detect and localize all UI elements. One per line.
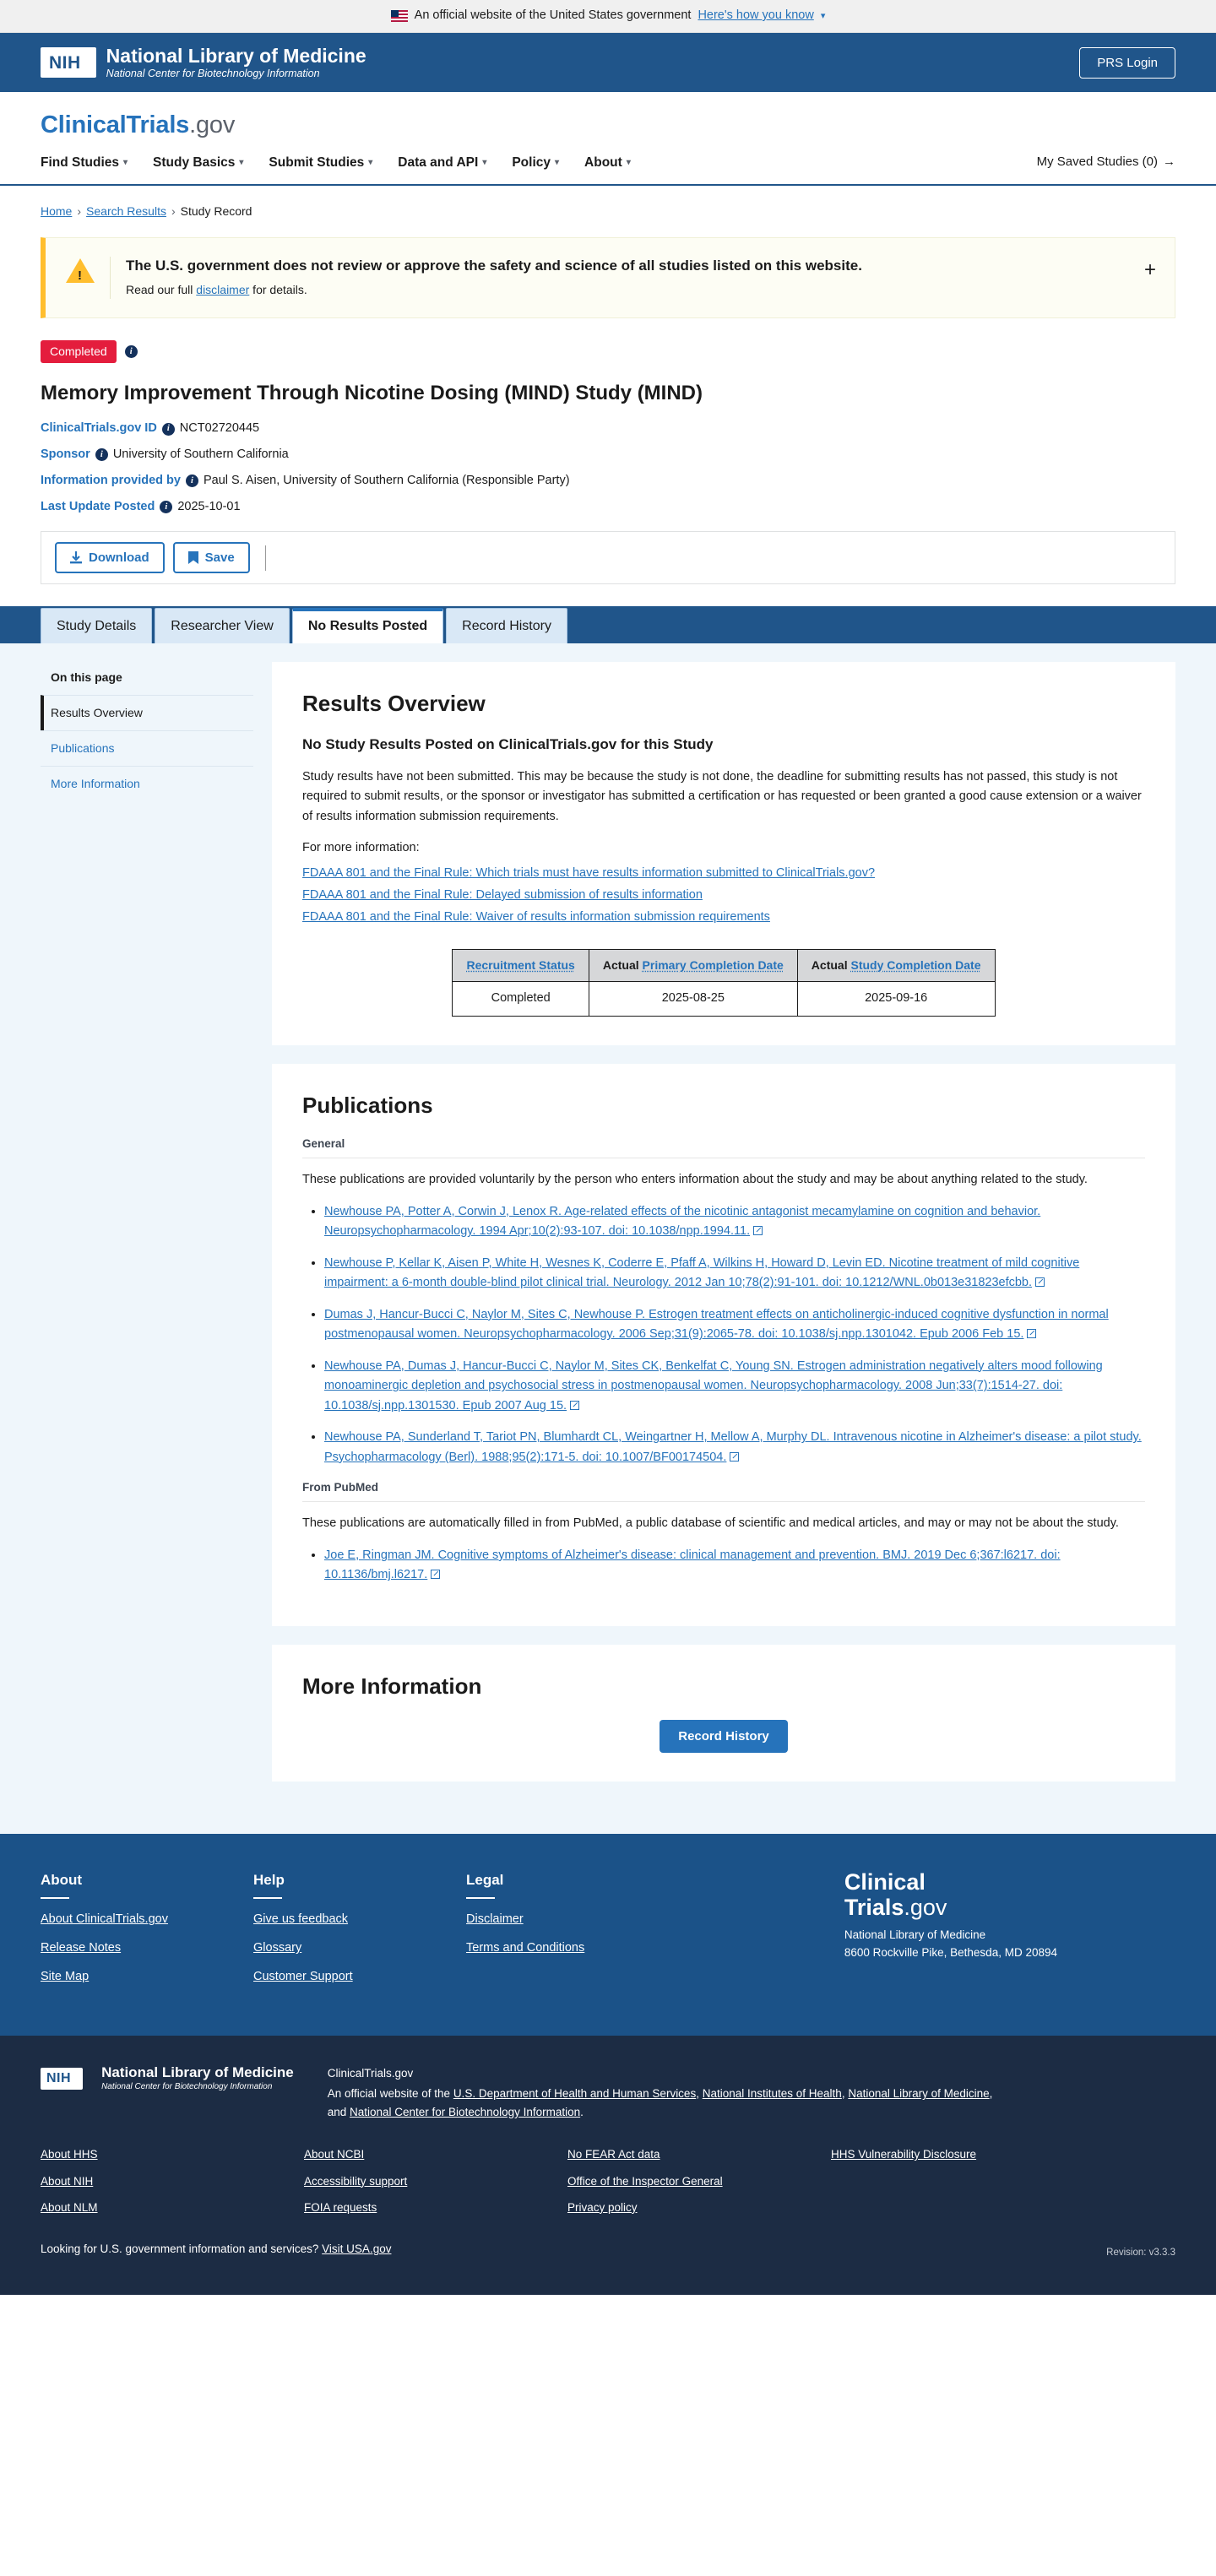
footer-link-nih[interactable]: National Institutes of Health	[702, 2087, 842, 2101]
footer-link-foia-requests[interactable]: FOIA requests	[304, 2200, 377, 2214]
chevron-down-icon: ▾	[482, 158, 487, 168]
footer-link-customer-support[interactable]: Customer Support	[253, 1969, 353, 1983]
chevron-down-icon: ▾	[239, 158, 244, 168]
nav-label: Submit Studies	[269, 155, 365, 170]
pubmed-publication-list	[302, 1546, 1145, 1586]
on-this-page-title: On this page	[51, 670, 122, 685]
breadcrumb-separator: ›	[77, 204, 82, 219]
bookmark-icon	[188, 551, 198, 564]
meta-label: Last Update Posted	[41, 499, 155, 513]
nih-header	[0, 33, 1216, 93]
chevron-down-icon[interactable]: ▾	[820, 10, 826, 21]
results-status-table-wrap	[302, 949, 1145, 1017]
breadcrumb-search-results[interactable]: Search Results	[86, 204, 166, 219]
footer-column-help	[253, 1869, 466, 1997]
disclaimer-link[interactable]: disclaimer	[196, 283, 250, 297]
footer-link-terms-and-conditions[interactable]: Terms and Conditions	[466, 1941, 585, 1955]
nih-logo-mark: NIH	[41, 47, 96, 78]
more-information-heading: More Information	[302, 1673, 482, 1699]
column-recruitment-status	[453, 950, 589, 982]
footer-brand-main: Clinical	[844, 1868, 926, 1895]
save-button[interactable]	[173, 542, 250, 573]
results-overview-heading: Results Overview	[302, 691, 486, 717]
column-primary-completion-date	[589, 950, 797, 982]
and-word: and	[327, 2105, 350, 2118]
us-flag-icon	[391, 10, 408, 22]
footer-link-nlm[interactable]: National Library of Medicine	[848, 2087, 990, 2101]
my-saved-studies-link[interactable]	[1037, 153, 1175, 172]
nav-item-policy[interactable]	[512, 153, 559, 172]
nav-label: Study Basics	[153, 155, 236, 170]
tab-bar	[0, 606, 1216, 643]
external-link-icon	[1035, 1277, 1045, 1287]
footer-link-no-fear-act-data[interactable]: No FEAR Act data	[567, 2148, 660, 2161]
cell-study-completion-date: 2025-09-16	[797, 982, 995, 1017]
footer-brand	[844, 1869, 1175, 1997]
official-prefix: An official website of the	[327, 2087, 453, 2101]
footer-nih-line1: National Library of Medicine	[101, 2064, 294, 2080]
meta-label: Sponsor	[41, 447, 90, 462]
status-badge: Completed	[41, 340, 117, 363]
primary-completion-date-link[interactable]: Primary Completion Date	[642, 958, 784, 973]
footer-brand-suffix: .gov	[904, 1895, 947, 1921]
list-item	[324, 1357, 1145, 1416]
footer-org: National Library of Medicine	[844, 1928, 986, 1942]
nav-label: Find Studies	[41, 155, 119, 170]
footer-link-site-map[interactable]: Site Map	[41, 1969, 90, 1983]
publication-link[interactable]: Newhouse PA, Potter A, Corwin J, Lenox R. Age-related effects of the nicotinic antagonist mecamylamine on cognition and behavior. Neuropsychopharmacology. 1994 Apr;10(2):93-107. doi: 10.1038/npp.1994.11.	[324, 1204, 1041, 1239]
results-status-table	[452, 949, 995, 1017]
footer-column-title: About	[41, 1871, 83, 1888]
expand-alert-button[interactable]: +	[1143, 258, 1156, 282]
publications-section	[272, 1064, 1175, 1626]
main-content	[272, 662, 1175, 1800]
divider	[302, 1501, 1145, 1502]
footer-bottom-column-1	[41, 2146, 304, 2226]
publication-link[interactable]: Joe E, Ringman JM. Cognitive symptoms of Alzheimer's disease: clinical management and prevention. BMJ. 2019 Dec 6;367:l6217. doi: 10.1136/bmj.l6217.	[324, 1548, 1061, 1582]
usa-prefix: Looking for U.S. government information and services?	[41, 2242, 323, 2256]
footer-bottom-column-4	[831, 2146, 1094, 2226]
footer-link-about-nlm[interactable]: About NLM	[41, 2200, 98, 2214]
footer-bottom	[0, 2036, 1216, 2295]
footer-link-hhs-vulnerability-disclosure[interactable]: HHS Vulnerability Disclosure	[831, 2148, 977, 2161]
footer-column-about	[41, 1869, 253, 1997]
footer-official-text	[328, 2064, 1003, 2122]
external-link-icon	[570, 1401, 579, 1410]
divider	[41, 1897, 69, 1899]
brand-main: ClinicalTrials	[41, 111, 190, 139]
chevron-down-icon: ▾	[123, 158, 128, 168]
footer-link-accessibility-support[interactable]: Accessibility support	[304, 2174, 408, 2188]
breadcrumb	[0, 186, 1216, 232]
brand-suffix: .gov	[189, 111, 236, 139]
sep: ,	[696, 2087, 703, 2101]
main-navigation	[41, 153, 631, 172]
footer-brand-line2	[844, 1895, 1057, 1920]
sep: ,	[841, 2087, 849, 2101]
publications-heading: Publications	[302, 1093, 433, 1119]
footer-column-legal	[466, 1869, 679, 1997]
actual-prefix: Actual	[602, 958, 639, 973]
meta-label: ClinicalTrials.gov ID	[41, 421, 157, 436]
no-results-subheading: No Study Results Posted on ClinicalTrials.gov for this Study	[302, 736, 714, 753]
fdaaa-link-waiver[interactable]: FDAAA 801 and the Final Rule: Waiver of results information submission requirements	[302, 910, 770, 925]
nav-label: About	[584, 155, 622, 170]
prs-login-button[interactable]: PRS Login	[1079, 47, 1175, 79]
footer-link-ncbi[interactable]: National Center for Biotechnology Information	[350, 2105, 581, 2118]
footer-bottom-links	[41, 2146, 1175, 2226]
info-icon[interactable]: i	[160, 501, 172, 513]
nav-label: Policy	[512, 155, 551, 170]
meta-value: 2025-10-01	[177, 499, 241, 513]
footer-link-office-inspector-general[interactable]: Office of the Inspector General	[567, 2174, 723, 2188]
footer-link-hhs[interactable]: U.S. Department of Health and Human Services	[453, 2087, 697, 2101]
list-item	[324, 1202, 1145, 1242]
meta-row-information-provided-by	[41, 472, 1175, 491]
footer-link-privacy-policy[interactable]: Privacy policy	[567, 2200, 638, 2214]
footer-nih-logo[interactable]	[41, 2064, 294, 2094]
footer-column-title: Legal	[466, 1871, 504, 1888]
nih-title-line1: National Library of Medicine	[106, 44, 366, 67]
study-header	[0, 318, 1216, 516]
divider	[110, 257, 111, 299]
list-item	[324, 1305, 1145, 1345]
footer-brand-line1	[844, 1869, 1057, 1895]
study-completion-date-link[interactable]: Study Completion Date	[850, 958, 981, 973]
meta-value: NCT02720445	[179, 421, 260, 436]
sep: ,	[989, 2087, 993, 2101]
meta-value: Paul S. Aisen, University of Southern California (Responsible Party)	[203, 473, 570, 487]
nih-logo[interactable]	[41, 45, 366, 81]
external-link-icon	[431, 1570, 440, 1579]
on-this-page-nav	[41, 662, 253, 801]
fdaaa-link-delayed-submission[interactable]: FDAAA 801 and the Final Rule: Delayed submission of results information	[302, 887, 703, 902]
tab-record-history[interactable]: Record History	[446, 608, 567, 643]
footer-link-about-clinicaltrials[interactable]: About ClinicalTrials.gov	[41, 1912, 168, 1927]
footer-link-glossary[interactable]: Glossary	[253, 1941, 302, 1955]
footer-nih-line2: National Center for Biotechnology Information	[101, 2082, 273, 2092]
site-brand[interactable]	[0, 92, 1216, 153]
divider	[466, 1897, 495, 1899]
info-icon[interactable]: i	[125, 345, 138, 358]
period: .	[580, 2105, 584, 2118]
footer-site-name: ClinicalTrials.gov	[327, 2066, 414, 2080]
sidebar-item-publications[interactable]: Publications	[41, 730, 253, 766]
pubmed-group-label: From PubMed	[302, 1481, 378, 1494]
saved-studies-label: My Saved Studies (0)	[1036, 155, 1158, 170]
external-link-icon	[1027, 1329, 1036, 1338]
nav-item-data-and-api[interactable]	[398, 153, 486, 172]
sidebar-item-more-information[interactable]: More Information	[41, 766, 253, 801]
cell-primary-completion-date: 2025-08-25	[589, 982, 797, 1017]
publication-link[interactable]: Newhouse PA, Dumas J, Hancur-Bucci C, Naylor M, Sites CK, Benkelfat C, Young SN. Estrogen administration negatively alters mood following monoaminergic depletion and psychosocial stress in postmenopausal women. Neuropsychopharmacology. 2008 Jun;33(7):1514-27. doi: 10.1038/sj.npp.1301530. Epub 2007 Aug 15.	[324, 1359, 1103, 1413]
alert-subtext	[126, 281, 1158, 299]
table-header-row	[453, 950, 995, 982]
general-group-label: General	[302, 1137, 345, 1151]
nih-title-line2: National Center for Biotechnology Information	[106, 68, 320, 80]
meta-row-sponsor	[41, 446, 1175, 464]
page-body	[0, 643, 1216, 1834]
gov-banner	[0, 0, 1216, 33]
publication-link[interactable]: Newhouse P, Kellar K, Aisen P, White H, Wesnes K, Coderre E, Pfaff A, Wilkins H, Howard D, Levin ED. Nicotine treatment of mild cognitive impairment: a 6-month double-blind pilot clinical trial. Neurology. 2012 Jan 10;78(2):91-101. doi: 10.1212/WNL.0b013e31823efcbb.	[324, 1255, 1080, 1290]
tab-researcher-view[interactable]: Researcher View	[155, 608, 290, 643]
column-study-completion-date	[797, 950, 995, 982]
chevron-down-icon: ▾	[368, 158, 373, 168]
footer-bottom-column-2	[304, 2146, 567, 2226]
chevron-down-icon: ▾	[555, 158, 560, 168]
download-label: Download	[89, 550, 149, 566]
results-overview-section	[272, 662, 1175, 1045]
warning-icon	[66, 258, 95, 283]
action-bar	[41, 531, 1175, 584]
fdaaa-link-list	[302, 864, 1145, 928]
meta-label: Information provided by	[41, 473, 181, 487]
publication-link[interactable]: Newhouse PA, Sunderland T, Tariot PN, Blumhardt CL, Weingartner H, Mellow A, Murphy DL. Intravenous nicotine in Alzheimer's disease: a pilot study. Psychopharmacology (Berl). 1988;95(2):171-5. doi: 10.1007/BF00174504.	[324, 1430, 1142, 1464]
gov-banner-text: An official website of the United States government	[414, 8, 692, 22]
chevron-down-icon: ▾	[626, 158, 631, 168]
arrow-right-icon: →	[1163, 155, 1175, 170]
pubmed-intro: These publications are automatically filled in from PubMed, a public database of scientific and medical articles, and may or may not be about the study.	[302, 1516, 1119, 1531]
footer-link-about-nih[interactable]: About NIH	[41, 2174, 94, 2188]
general-intro: These publications are provided voluntarily by the person who enters information about the study and may be about anything related to the study.	[302, 1173, 1088, 1187]
more-information-section	[272, 1645, 1175, 1782]
nih-logo-mark: NIH	[41, 2068, 83, 2090]
meta-row-id	[41, 420, 1175, 438]
info-icon[interactable]: i	[186, 475, 198, 487]
actual-prefix: Actual	[811, 958, 848, 973]
footer-bottom-column-3	[567, 2146, 831, 2226]
footer-top	[0, 1834, 1216, 2036]
download-icon	[70, 551, 82, 564]
divider	[253, 1897, 282, 1899]
nav-item-submit-studies[interactable]	[269, 153, 372, 172]
alert-sub-suffix: for details.	[249, 283, 307, 297]
footer-link-about-hhs[interactable]: About HHS	[41, 2148, 98, 2161]
table-row	[453, 982, 995, 1017]
divider	[265, 545, 266, 571]
list-item	[324, 1428, 1145, 1467]
info-icon[interactable]: i	[162, 423, 175, 436]
fdaaa-link-which-trials[interactable]: FDAAA 801 and the Final Rule: Which trials must have results information submitted to ClinicalTrials.gov?	[302, 865, 876, 880]
breadcrumb-home[interactable]: Home	[41, 204, 73, 219]
footer-link-release-notes[interactable]: Release Notes	[41, 1941, 122, 1955]
breadcrumb-current: Study Record	[180, 204, 252, 219]
footer-brand-trials: Trials	[844, 1895, 904, 1921]
general-publication-list	[302, 1202, 1145, 1467]
publication-link[interactable]: Dumas J, Hancur-Bucci C, Naylor M, Sites C, Newhouse P. Estrogen treatment effects on anticholinergic-induced cognitive dysfunction in normal postmenopausal women. Neuropsychopharmacology. 2006 Sep;31(9):2065-78. doi: 10.1038/sj.npp.1301042. Epub 2006 Feb 15.	[324, 1307, 1109, 1342]
disclaimer-alert	[41, 237, 1175, 318]
nav-item-study-basics[interactable]	[153, 153, 243, 172]
footer-link-disclaimer[interactable]: Disclaimer	[466, 1912, 524, 1927]
record-history-button[interactable]: Record History	[660, 1720, 788, 1753]
nav-label: Data and API	[398, 155, 479, 170]
revision-label: Revision: v3.3.3	[1106, 2248, 1175, 2259]
results-overview-paragraph: Study results have not been submitted. This may be because the study is not done, the deadline for submitting results has not passed, this study is not required to submit results, or the sponsor or investigator has submitted a certification or has requested or been granted a good cause extension or a waiver of results information submission requirements.	[302, 769, 1142, 823]
footer-address: 8600 Rockville Pike, Bethesda, MD 20894	[844, 1945, 1057, 1959]
alert-sub-prefix: Read our full	[126, 283, 197, 297]
list-item	[324, 1546, 1145, 1586]
page-title: Memory Improvement Through Nicotine Dosing (MIND) Study (MIND)	[41, 382, 703, 405]
tab-no-results-posted[interactable]: No Results Posted	[292, 608, 443, 643]
meta-value: University of Southern California	[112, 447, 289, 462]
breadcrumb-separator: ›	[171, 204, 176, 219]
external-link-icon	[753, 1226, 763, 1235]
cell-recruitment-status: Completed	[453, 982, 589, 1017]
recruitment-status-link[interactable]: Recruitment Status	[466, 958, 575, 973]
save-label: Save	[204, 550, 235, 566]
nav-item-find-studies[interactable]	[41, 153, 128, 172]
footer-link-give-us-feedback[interactable]: Give us feedback	[253, 1912, 349, 1927]
sidebar-item-results-overview[interactable]: Results Overview	[41, 695, 253, 730]
download-button[interactable]	[55, 542, 165, 573]
meta-row-last-update-posted	[41, 498, 1175, 517]
for-more-information-label: For more information:	[302, 841, 420, 855]
footer-link-usa-gov[interactable]: Visit USA.gov	[322, 2242, 392, 2256]
footer-column-title: Help	[253, 1871, 285, 1888]
alert-title: The U.S. government does not review or approve the safety and science of all studies listed on this website.	[126, 258, 862, 274]
how-you-know-link[interactable]: Here's how you know	[698, 8, 814, 22]
footer-link-about-ncbi[interactable]: About NCBI	[304, 2148, 365, 2161]
tab-study-details[interactable]: Study Details	[41, 608, 152, 643]
list-item	[324, 1254, 1145, 1293]
site-header	[0, 92, 1216, 186]
nav-item-about[interactable]	[584, 153, 631, 172]
external-link-icon	[730, 1452, 739, 1462]
info-icon[interactable]: i	[95, 448, 108, 461]
